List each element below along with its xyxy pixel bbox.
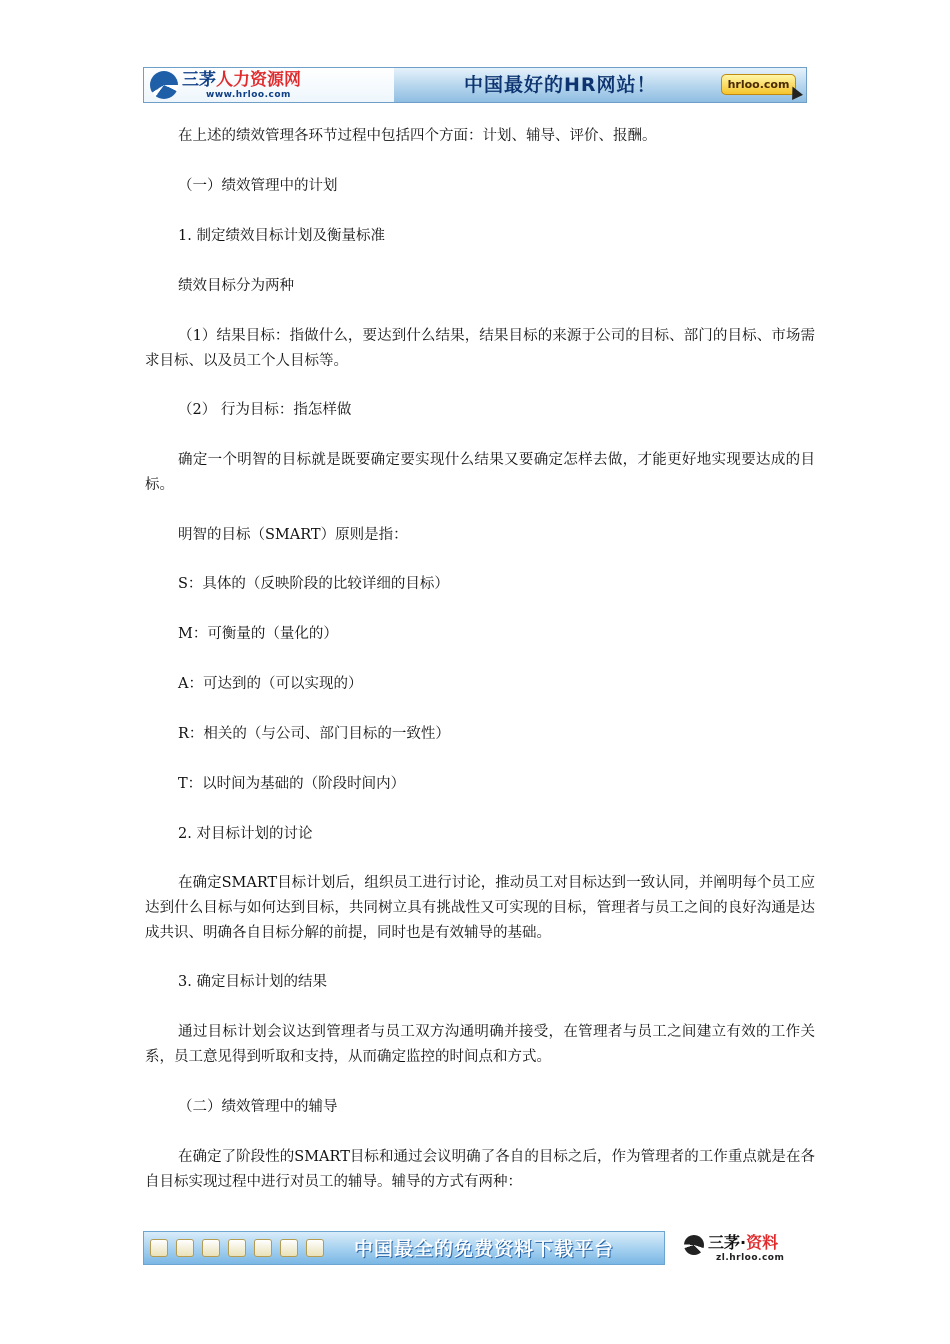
header-slogan: 中国最好的HR网站！ bbox=[464, 74, 657, 96]
list-item-s: S：具体的（反映阶段的比较详细的目标） bbox=[178, 576, 449, 592]
footer-brand-name bbox=[708, 1232, 778, 1254]
footer-brand-part1: 三茅· bbox=[708, 1233, 747, 1252]
music-note-icon bbox=[306, 1239, 324, 1257]
list-item-t: T：以时间为基础的（阶段时间内） bbox=[178, 776, 406, 792]
list-item-m: M：可衡量的（量化的） bbox=[178, 626, 338, 642]
list-item-r: R：相关的（与公司、部门目标的一致性） bbox=[178, 726, 450, 742]
footer-brand-part2: 资料 bbox=[746, 1233, 779, 1252]
paragraph-result-goal: （1）结果目标：指做什么，要达到什么结果，结果目标的来源于公司的目标、部门的目标、市场需求目标、以及员工个人目标等。 bbox=[145, 328, 815, 369]
document-icon bbox=[176, 1239, 194, 1257]
list-item-a: A：可达到的（可以实现的） bbox=[178, 676, 363, 692]
brand-name-part1: 三茅 bbox=[182, 70, 216, 90]
brand-url: www.hrloo.com bbox=[206, 90, 291, 100]
section-heading-coaching: （二）绩效管理中的辅导 bbox=[178, 1099, 338, 1115]
document-icon bbox=[150, 1239, 168, 1257]
subheading-3: 3. 确定目标计划的结果 bbox=[178, 974, 327, 990]
swirl-logo-icon bbox=[150, 71, 178, 99]
brand-name-part2: 人力资源网 bbox=[216, 70, 301, 90]
paragraph-goal-types: 绩效目标分为两种 bbox=[178, 278, 294, 294]
folder-icon bbox=[254, 1239, 272, 1257]
paragraph-behavior-goal: （2） 行为目标：指怎样做 bbox=[178, 402, 352, 418]
footer-brand-url: zl.hrloo.com bbox=[716, 1253, 785, 1263]
paragraph-smart-goal: 确定一个明智的目标就是既要确定要实现什么结果又要确定怎样去做，才能更好地实现要达成的目标。 bbox=[145, 452, 815, 493]
site-link-button[interactable]: hrloo.com bbox=[721, 74, 796, 95]
brand-logo[interactable] bbox=[144, 68, 394, 102]
footer-slogan: 中国最全的免费资料下载平台 bbox=[354, 1238, 615, 1260]
document-icon bbox=[228, 1239, 246, 1257]
paragraph-discussion: 在确定SMART目标计划后，组织员工进行讨论，推动员工对目标达到一致认同，并阐明每个员工应达到什么目标与如何达到目标，共同树立具有挑战性又可实现的目标，管理者与员工之间的良好沟通是达成共识、明确各自目标分解的前提，同时也是有效辅导的基础。 bbox=[145, 875, 815, 941]
chart-icon bbox=[202, 1239, 220, 1257]
brand-name bbox=[182, 69, 301, 91]
subheading-2: 2. 对目标计划的讨论 bbox=[178, 826, 313, 842]
section-heading-plan: （一）绩效管理中的计划 bbox=[178, 178, 338, 194]
subheading-1: 1. 制定绩效目标计划及衡量标准 bbox=[178, 228, 385, 244]
paragraph-smart-principle: 明智的目标（SMART）原则是指： bbox=[178, 527, 408, 543]
header-banner[interactable] bbox=[143, 67, 807, 103]
paragraph-coaching: 在确定了阶段性的SMART目标和通过会议明确了各自的目标之后，作为管理者的工作重点就是在各自目标实现过程中进行对员工的辅导。辅导的方式有两种： bbox=[145, 1149, 815, 1190]
footer-brand-logo[interactable] bbox=[680, 1230, 810, 1266]
document-icon bbox=[280, 1239, 298, 1257]
swirl-logo-icon bbox=[684, 1235, 704, 1255]
document-icons-strip bbox=[150, 1237, 340, 1261]
paragraph-result: 通过目标计划会议达到管理者与员工双方沟通明确并接受，在管理者与员工之间建立有效的工作关系，员工意见得到听取和支持，从而确定监控的时间点和方式。 bbox=[145, 1024, 815, 1065]
paragraph-intro: 在上述的绩效管理各环节过程中包括四个方面：计划、辅导、评价、报酬。 bbox=[178, 128, 657, 144]
footer-banner[interactable] bbox=[143, 1231, 665, 1265]
